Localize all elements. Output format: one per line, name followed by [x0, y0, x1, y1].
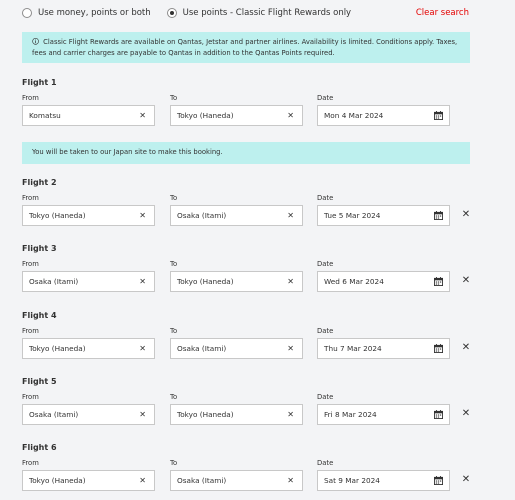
use-points-label: Use points - Classic Flight Rewards only: [182, 8, 352, 18]
flight-4-from-field[interactable]: [22, 338, 155, 359]
calendar-icon[interactable]: [434, 277, 443, 286]
calendar-icon[interactable]: [434, 211, 443, 220]
flight-2-to-value: Osaka (Itami): [177, 211, 227, 220]
use-money-label: Use money, points or both: [38, 8, 151, 18]
flight-4-title: Flight 4: [22, 311, 57, 320]
flight-3-from-label: From: [22, 260, 39, 268]
close-icon[interactable]: ✕: [139, 277, 146, 286]
flight-3-date-value: Wed 6 Mar 2024: [324, 277, 384, 286]
calendar-icon[interactable]: [434, 476, 443, 485]
flight-4-from-label: From: [22, 327, 39, 335]
flight-5-date-field[interactable]: [317, 404, 450, 425]
flight-3-from-value: Osaka (Itami): [29, 277, 79, 286]
remove-flight-4-icon[interactable]: ✕: [461, 342, 471, 353]
flight-5-date-value: Fri 8 Mar 2024: [324, 410, 377, 419]
flight-4-from-value: Tokyo (Haneda): [29, 344, 86, 353]
remove-flight-6-icon[interactable]: ✕: [461, 474, 471, 485]
clear-search-link[interactable]: Clear search: [415, 8, 469, 18]
flight-2-to-field[interactable]: [170, 205, 303, 226]
flight-6-date-label: Date: [317, 459, 334, 467]
flight-3-date-field[interactable]: [317, 271, 450, 292]
close-icon[interactable]: ✕: [139, 476, 146, 485]
flight-4-to-label: To: [170, 327, 178, 335]
flight-1-to-label: To: [170, 94, 178, 102]
radio-checked-icon: [167, 8, 177, 18]
flight-3-to-field[interactable]: [170, 271, 303, 292]
use-points-radio[interactable]: [167, 8, 351, 18]
radio-unchecked-icon: [22, 8, 32, 18]
calendar-icon[interactable]: [434, 410, 443, 419]
flight-5-to-label: To: [170, 393, 178, 401]
calendar-icon[interactable]: [434, 111, 443, 120]
flight-4-date-field[interactable]: [317, 338, 450, 359]
fare-type-options: [22, 6, 469, 20]
close-icon[interactable]: ✕: [139, 111, 146, 120]
rewards-notice: [22, 32, 470, 63]
flight-6-from-value: Tokyo (Haneda): [29, 476, 86, 485]
flight-2-title: Flight 2: [22, 178, 57, 187]
close-icon[interactable]: ✕: [287, 344, 294, 353]
flight-1-to-value: Tokyo (Haneda): [177, 111, 234, 120]
flight-5-title: Flight 5: [22, 377, 57, 386]
flight-4-date-label: Date: [317, 327, 334, 335]
flight-1-from-value: Komatsu: [29, 111, 61, 120]
flight-2-date-field[interactable]: [317, 205, 450, 226]
flight-6-date-field[interactable]: [317, 470, 450, 491]
flight-6-from-field[interactable]: [22, 470, 155, 491]
flight-1-from-label: From: [22, 94, 39, 102]
remove-flight-2-icon[interactable]: ✕: [461, 209, 471, 220]
remove-flight-3-icon[interactable]: ✕: [461, 275, 471, 286]
flight-6-title: Flight 6: [22, 443, 57, 452]
flight-5-from-label: From: [22, 393, 39, 401]
close-icon[interactable]: ✕: [287, 211, 294, 220]
close-icon[interactable]: ✕: [287, 111, 294, 120]
flight-3-date-label: Date: [317, 260, 334, 268]
close-icon[interactable]: ✕: [139, 211, 146, 220]
flight-1-to-field[interactable]: [170, 105, 303, 126]
flight-3-from-field[interactable]: [22, 271, 155, 292]
flight-5-from-field[interactable]: [22, 404, 155, 425]
flight-5-from-value: Osaka (Itami): [29, 410, 79, 419]
flight-2-from-field[interactable]: [22, 205, 155, 226]
flight-5-to-value: Tokyo (Haneda): [177, 410, 234, 419]
flight-4-date-value: Thu 7 Mar 2024: [324, 344, 382, 353]
flight-6-to-field[interactable]: [170, 470, 303, 491]
flight-1-title: Flight 1: [22, 78, 57, 87]
flight-4-to-value: Osaka (Itami): [177, 344, 227, 353]
flight-2-date-label: Date: [317, 194, 334, 202]
flight-6-to-label: To: [170, 459, 178, 467]
flight-6-from-label: From: [22, 459, 39, 467]
flight-1-date-label: Date: [317, 94, 334, 102]
flight-3-title: Flight 3: [22, 244, 57, 253]
japan-notice-text: You will be taken to our Japan site to make this booking.: [32, 148, 223, 156]
flight-2-date-value: Tue 5 Mar 2024: [324, 211, 381, 220]
flight-2-from-label: From: [22, 194, 39, 202]
flight-5-date-label: Date: [317, 393, 334, 401]
close-icon[interactable]: ✕: [139, 410, 146, 419]
info-icon: 🛈: [32, 38, 40, 46]
flight-6-date-value: Sat 9 Mar 2024: [324, 476, 380, 485]
rewards-notice-text: Classic Flight Rewards are available on Qantas, Jetstar and partner airlines. Availability is limited. Conditions apply. Taxes, fees and carrier charges are payable to Qantas in addition to the Qantas Points required.: [32, 38, 458, 57]
close-icon[interactable]: ✕: [287, 476, 294, 485]
flight-1-from-field[interactable]: [22, 105, 155, 126]
flight-1-date-field[interactable]: [317, 105, 450, 126]
close-icon[interactable]: ✕: [139, 344, 146, 353]
close-icon[interactable]: ✕: [287, 277, 294, 286]
flight-5-to-field[interactable]: [170, 404, 303, 425]
remove-flight-5-icon[interactable]: ✕: [461, 408, 471, 419]
japan-site-notice: [22, 142, 470, 164]
flight-3-to-value: Tokyo (Haneda): [177, 277, 234, 286]
flight-4-to-field[interactable]: [170, 338, 303, 359]
flight-2-to-label: To: [170, 194, 178, 202]
close-icon[interactable]: ✕: [287, 410, 294, 419]
flight-3-to-label: To: [170, 260, 178, 268]
flight-6-to-value: Osaka (Itami): [177, 476, 227, 485]
calendar-icon[interactable]: [434, 344, 443, 353]
use-money-radio[interactable]: [22, 8, 151, 18]
flight-1-date-value: Mon 4 Mar 2024: [324, 111, 384, 120]
flight-2-from-value: Tokyo (Haneda): [29, 211, 86, 220]
